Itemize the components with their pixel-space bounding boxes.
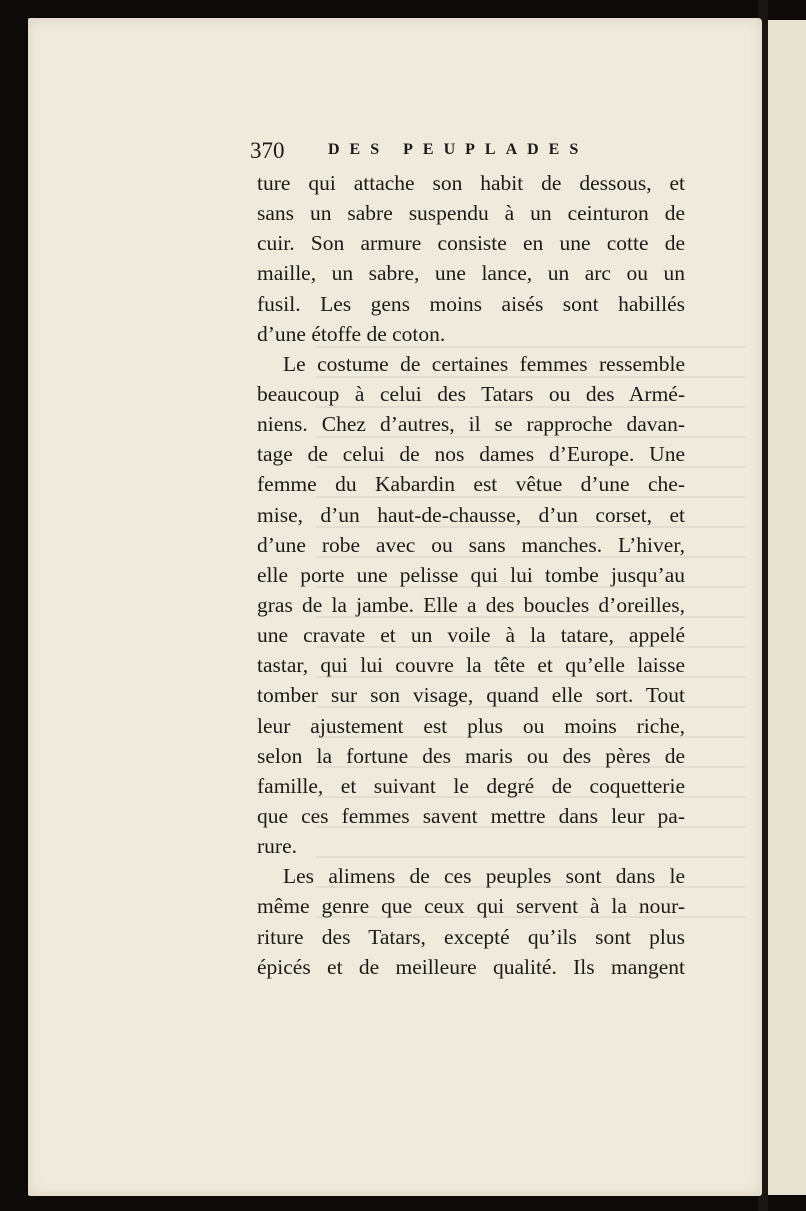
text-line: leur ajustement est plus ou moins riche,: [257, 713, 685, 738]
text-line: gras de la jambe. Elle a des boucles d’oreilles,: [257, 592, 685, 617]
text-line: beaucoup à celui des Tatars ou des Armé-: [257, 381, 685, 406]
text-line: fusil. Les gens moins aisés sont habillés: [257, 291, 685, 316]
text-line: famille, et suivant le degré de coquetterie: [257, 773, 685, 798]
running-head: [250, 138, 690, 168]
text-line: niens. Chez d’autres, il se rapproche davan-: [257, 412, 685, 437]
text-line: épicés et de meilleure qualité. Ils mangent: [257, 954, 685, 979]
running-title: DES PEUPLADES: [328, 141, 589, 158]
text-line: d’une robe avec ou sans manches. L’hiver,: [257, 532, 685, 557]
text-line: mise, d’un haut-de-chausse, d’un corset, et: [257, 502, 685, 527]
text-line: une cravate et un voile à la tatare, appelé: [257, 623, 685, 648]
text-line: maille, un sabre, une lance, un arc ou un: [257, 261, 685, 286]
text-line: femme du Kabardin est vêtue d’une che-: [257, 472, 685, 497]
text-line: cuir. Son armure consiste en une cotte de: [257, 231, 685, 256]
page-number: 370: [250, 138, 285, 163]
text-line: que ces femmes savent mettre dans leur pa-: [257, 803, 685, 828]
paragraph-3: [257, 861, 685, 982]
paragraph-2: [257, 349, 685, 861]
text-line: tomber sur son visage, quand elle sort. Tout: [257, 683, 685, 708]
text-line: tastar, qui lui couvre la tête et qu’elle laisse: [257, 653, 685, 678]
text-line: Les alimens de ces peuples sont dans le: [283, 864, 685, 889]
body-text: [257, 168, 685, 982]
text-line: même genre que ceux qui servent à la nour-: [257, 894, 685, 919]
text-line: rure.: [257, 834, 297, 859]
text-line: ture qui attache son habit de dessous, et: [257, 171, 685, 195]
facing-page-edge: [766, 20, 806, 1195]
text-line: sans un sabre suspendu à un ceinturon de: [257, 201, 685, 226]
text-line: Le costume de certaines femmes ressemble: [283, 351, 685, 376]
text-line: riture des Tatars, excepté qu’ils sont plus: [257, 924, 685, 949]
text-line: d’une étoffe de coton.: [257, 321, 446, 346]
text-line: elle porte une pelisse qui lui tombe jusqu’au: [257, 562, 685, 587]
text-line: selon la fortune des maris ou des pères de: [257, 743, 685, 768]
text-line: tage de celui de nos dames d’Europe. Une: [257, 442, 685, 467]
paragraph-1: [257, 168, 685, 349]
